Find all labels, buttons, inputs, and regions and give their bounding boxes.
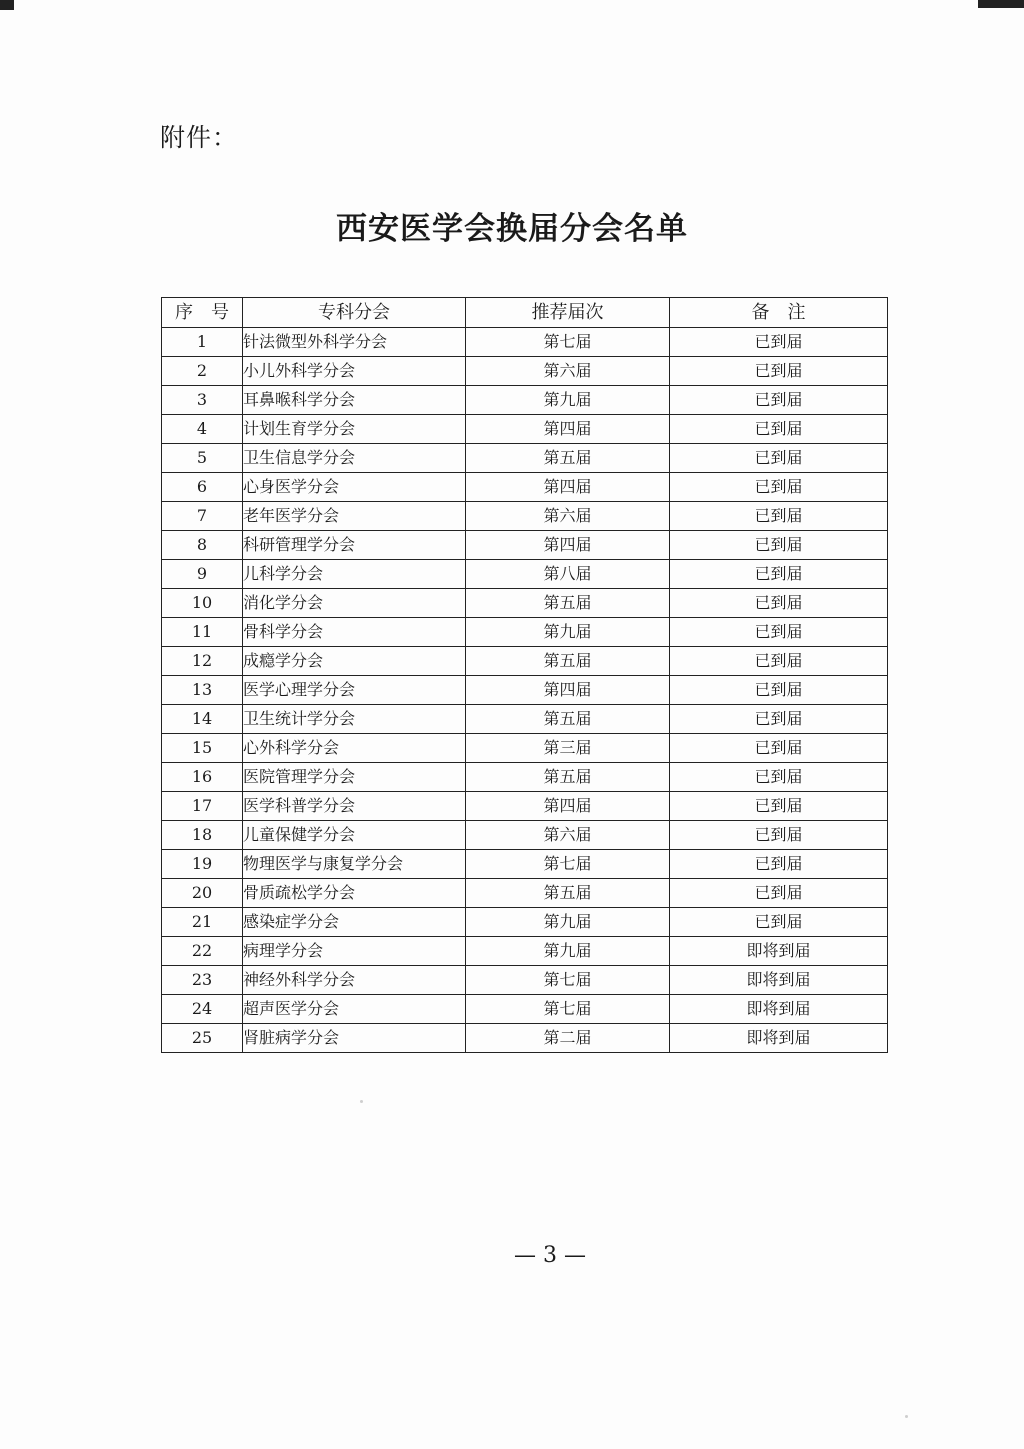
cell-serial-number: 13 [162, 676, 243, 705]
cell-branch-name: 成瘾学分会 [243, 647, 466, 676]
cell-remarks: 已到届 [670, 502, 888, 531]
cell-recommended-session: 第八届 [466, 560, 670, 589]
cell-branch-name: 心外科学分会 [243, 734, 466, 763]
cell-remarks: 已到届 [670, 647, 888, 676]
cell-recommended-session: 第四届 [466, 792, 670, 821]
cell-recommended-session: 第三届 [466, 734, 670, 763]
cell-remarks: 即将到届 [670, 995, 888, 1024]
cell-serial-number: 25 [162, 1024, 243, 1053]
cell-recommended-session: 第六届 [466, 357, 670, 386]
cell-serial-number: 23 [162, 966, 243, 995]
table-row [162, 502, 888, 531]
cell-remarks: 已到届 [670, 560, 888, 589]
cell-recommended-session: 第五届 [466, 705, 670, 734]
cell-branch-name: 医学心理学分会 [243, 676, 466, 705]
cell-serial-number: 10 [162, 589, 243, 618]
cell-branch-name: 骨科学分会 [243, 618, 466, 647]
cell-branch-name: 小儿外科学分会 [243, 357, 466, 386]
header-recommended-session: 推荐届次 [466, 298, 670, 328]
cell-branch-name: 心身医学分会 [243, 473, 466, 502]
document-title: 西安医学会换届分会名单 [336, 211, 688, 247]
table-row [162, 966, 888, 995]
header-branch-name: 专科分会 [243, 298, 466, 328]
cell-recommended-session: 第九届 [466, 937, 670, 966]
table-row [162, 589, 888, 618]
cell-remarks: 已到届 [670, 589, 888, 618]
scan-edge-mark [978, 0, 1024, 8]
cell-remarks: 已到届 [670, 676, 888, 705]
cell-serial-number: 20 [162, 879, 243, 908]
cell-remarks: 已到届 [670, 705, 888, 734]
cell-recommended-session: 第七届 [466, 995, 670, 1024]
cell-remarks: 已到届 [670, 879, 888, 908]
table-row [162, 473, 888, 502]
cell-serial-number: 6 [162, 473, 243, 502]
cell-recommended-session: 第七届 [466, 328, 670, 357]
cell-recommended-session: 第九届 [466, 618, 670, 647]
cell-branch-name: 针法微型外科学分会 [243, 328, 466, 357]
cell-branch-name: 超声医学分会 [243, 995, 466, 1024]
cell-remarks: 已到届 [670, 821, 888, 850]
cell-branch-name: 消化学分会 [243, 589, 466, 618]
cell-branch-name: 儿童保健学分会 [243, 821, 466, 850]
cell-recommended-session: 第四届 [466, 473, 670, 502]
cell-branch-name: 物理医学与康复学分会 [243, 850, 466, 879]
scan-edge-mark [0, 0, 14, 10]
cell-remarks: 已到届 [670, 792, 888, 821]
cell-recommended-session: 第九届 [466, 386, 670, 415]
cell-branch-name: 肾脏病学分会 [243, 1024, 466, 1053]
scan-speck [360, 1100, 363, 1103]
cell-branch-name: 耳鼻喉科学分会 [243, 386, 466, 415]
cell-branch-name: 科研管理学分会 [243, 531, 466, 560]
cell-remarks: 已到届 [670, 357, 888, 386]
cell-branch-name: 卫生统计学分会 [243, 705, 466, 734]
cell-branch-name: 老年医学分会 [243, 502, 466, 531]
cell-serial-number: 5 [162, 444, 243, 473]
cell-branch-name: 感染症学分会 [243, 908, 466, 937]
cell-recommended-session: 第四届 [466, 415, 670, 444]
cell-recommended-session: 第二届 [466, 1024, 670, 1053]
table-row [162, 908, 888, 937]
table-row [162, 415, 888, 444]
cell-serial-number: 12 [162, 647, 243, 676]
cell-serial-number: 2 [162, 357, 243, 386]
cell-remarks: 已到届 [670, 908, 888, 937]
roster-table [161, 297, 888, 1053]
cell-serial-number: 19 [162, 850, 243, 879]
cell-recommended-session: 第七届 [466, 850, 670, 879]
cell-serial-number: 24 [162, 995, 243, 1024]
cell-serial-number: 21 [162, 908, 243, 937]
table-row [162, 821, 888, 850]
cell-recommended-session: 第六届 [466, 502, 670, 531]
cell-branch-name: 神经外科学分会 [243, 966, 466, 995]
cell-branch-name: 计划生育学分会 [243, 415, 466, 444]
cell-branch-name: 骨质疏松学分会 [243, 879, 466, 908]
cell-serial-number: 9 [162, 560, 243, 589]
table-row [162, 734, 888, 763]
cell-remarks: 即将到届 [670, 937, 888, 966]
cell-recommended-session: 第五届 [466, 647, 670, 676]
cell-branch-name: 卫生信息学分会 [243, 444, 466, 473]
cell-branch-name: 儿科学分会 [243, 560, 466, 589]
cell-remarks: 即将到届 [670, 1024, 888, 1053]
cell-remarks: 已到届 [670, 531, 888, 560]
cell-remarks: 已到届 [670, 763, 888, 792]
header-serial-number: 序 号 [162, 298, 243, 328]
cell-recommended-session: 第六届 [466, 821, 670, 850]
cell-branch-name: 医学科普学分会 [243, 792, 466, 821]
cell-serial-number: 1 [162, 328, 243, 357]
table-row [162, 647, 888, 676]
cell-branch-name: 医院管理学分会 [243, 763, 466, 792]
cell-recommended-session: 第四届 [466, 531, 670, 560]
cell-serial-number: 17 [162, 792, 243, 821]
cell-remarks: 已到届 [670, 415, 888, 444]
roster-table-container [161, 297, 887, 1053]
cell-remarks: 已到届 [670, 734, 888, 763]
cell-remarks: 已到届 [670, 444, 888, 473]
cell-branch-name: 病理学分会 [243, 937, 466, 966]
cell-remarks: 已到届 [670, 473, 888, 502]
cell-serial-number: 16 [162, 763, 243, 792]
table-row [162, 676, 888, 705]
table-row [162, 850, 888, 879]
table-row [162, 357, 888, 386]
table-row [162, 444, 888, 473]
cell-serial-number: 8 [162, 531, 243, 560]
cell-recommended-session: 第五届 [466, 589, 670, 618]
table-header-row [162, 298, 888, 328]
cell-serial-number: 14 [162, 705, 243, 734]
scan-speck [905, 1415, 908, 1418]
cell-serial-number: 15 [162, 734, 243, 763]
table-row [162, 560, 888, 589]
table-row [162, 328, 888, 357]
cell-serial-number: 7 [162, 502, 243, 531]
table-row [162, 763, 888, 792]
cell-serial-number: 4 [162, 415, 243, 444]
cell-recommended-session: 第五届 [466, 444, 670, 473]
table-body [162, 328, 888, 1053]
table-row [162, 531, 888, 560]
header-remarks: 备 注 [670, 298, 888, 328]
cell-remarks: 已到届 [670, 618, 888, 647]
cell-recommended-session: 第九届 [466, 908, 670, 937]
cell-recommended-session: 第七届 [466, 966, 670, 995]
cell-serial-number: 11 [162, 618, 243, 647]
cell-recommended-session: 第五届 [466, 879, 670, 908]
cell-recommended-session: 第四届 [466, 676, 670, 705]
cell-remarks: 已到届 [670, 328, 888, 357]
cell-serial-number: 22 [162, 937, 243, 966]
cell-remarks: 即将到届 [670, 966, 888, 995]
table-row [162, 792, 888, 821]
cell-remarks: 已到届 [670, 386, 888, 415]
page-number: — 3 — [514, 1243, 586, 1268]
table-row [162, 386, 888, 415]
cell-recommended-session: 第五届 [466, 763, 670, 792]
cell-remarks: 已到届 [670, 850, 888, 879]
table-row [162, 705, 888, 734]
attachment-label: 附件： [160, 123, 239, 152]
table-row [162, 1024, 888, 1053]
table-row [162, 995, 888, 1024]
cell-serial-number: 18 [162, 821, 243, 850]
table-row [162, 618, 888, 647]
table-row [162, 937, 888, 966]
table-row [162, 879, 888, 908]
cell-serial-number: 3 [162, 386, 243, 415]
